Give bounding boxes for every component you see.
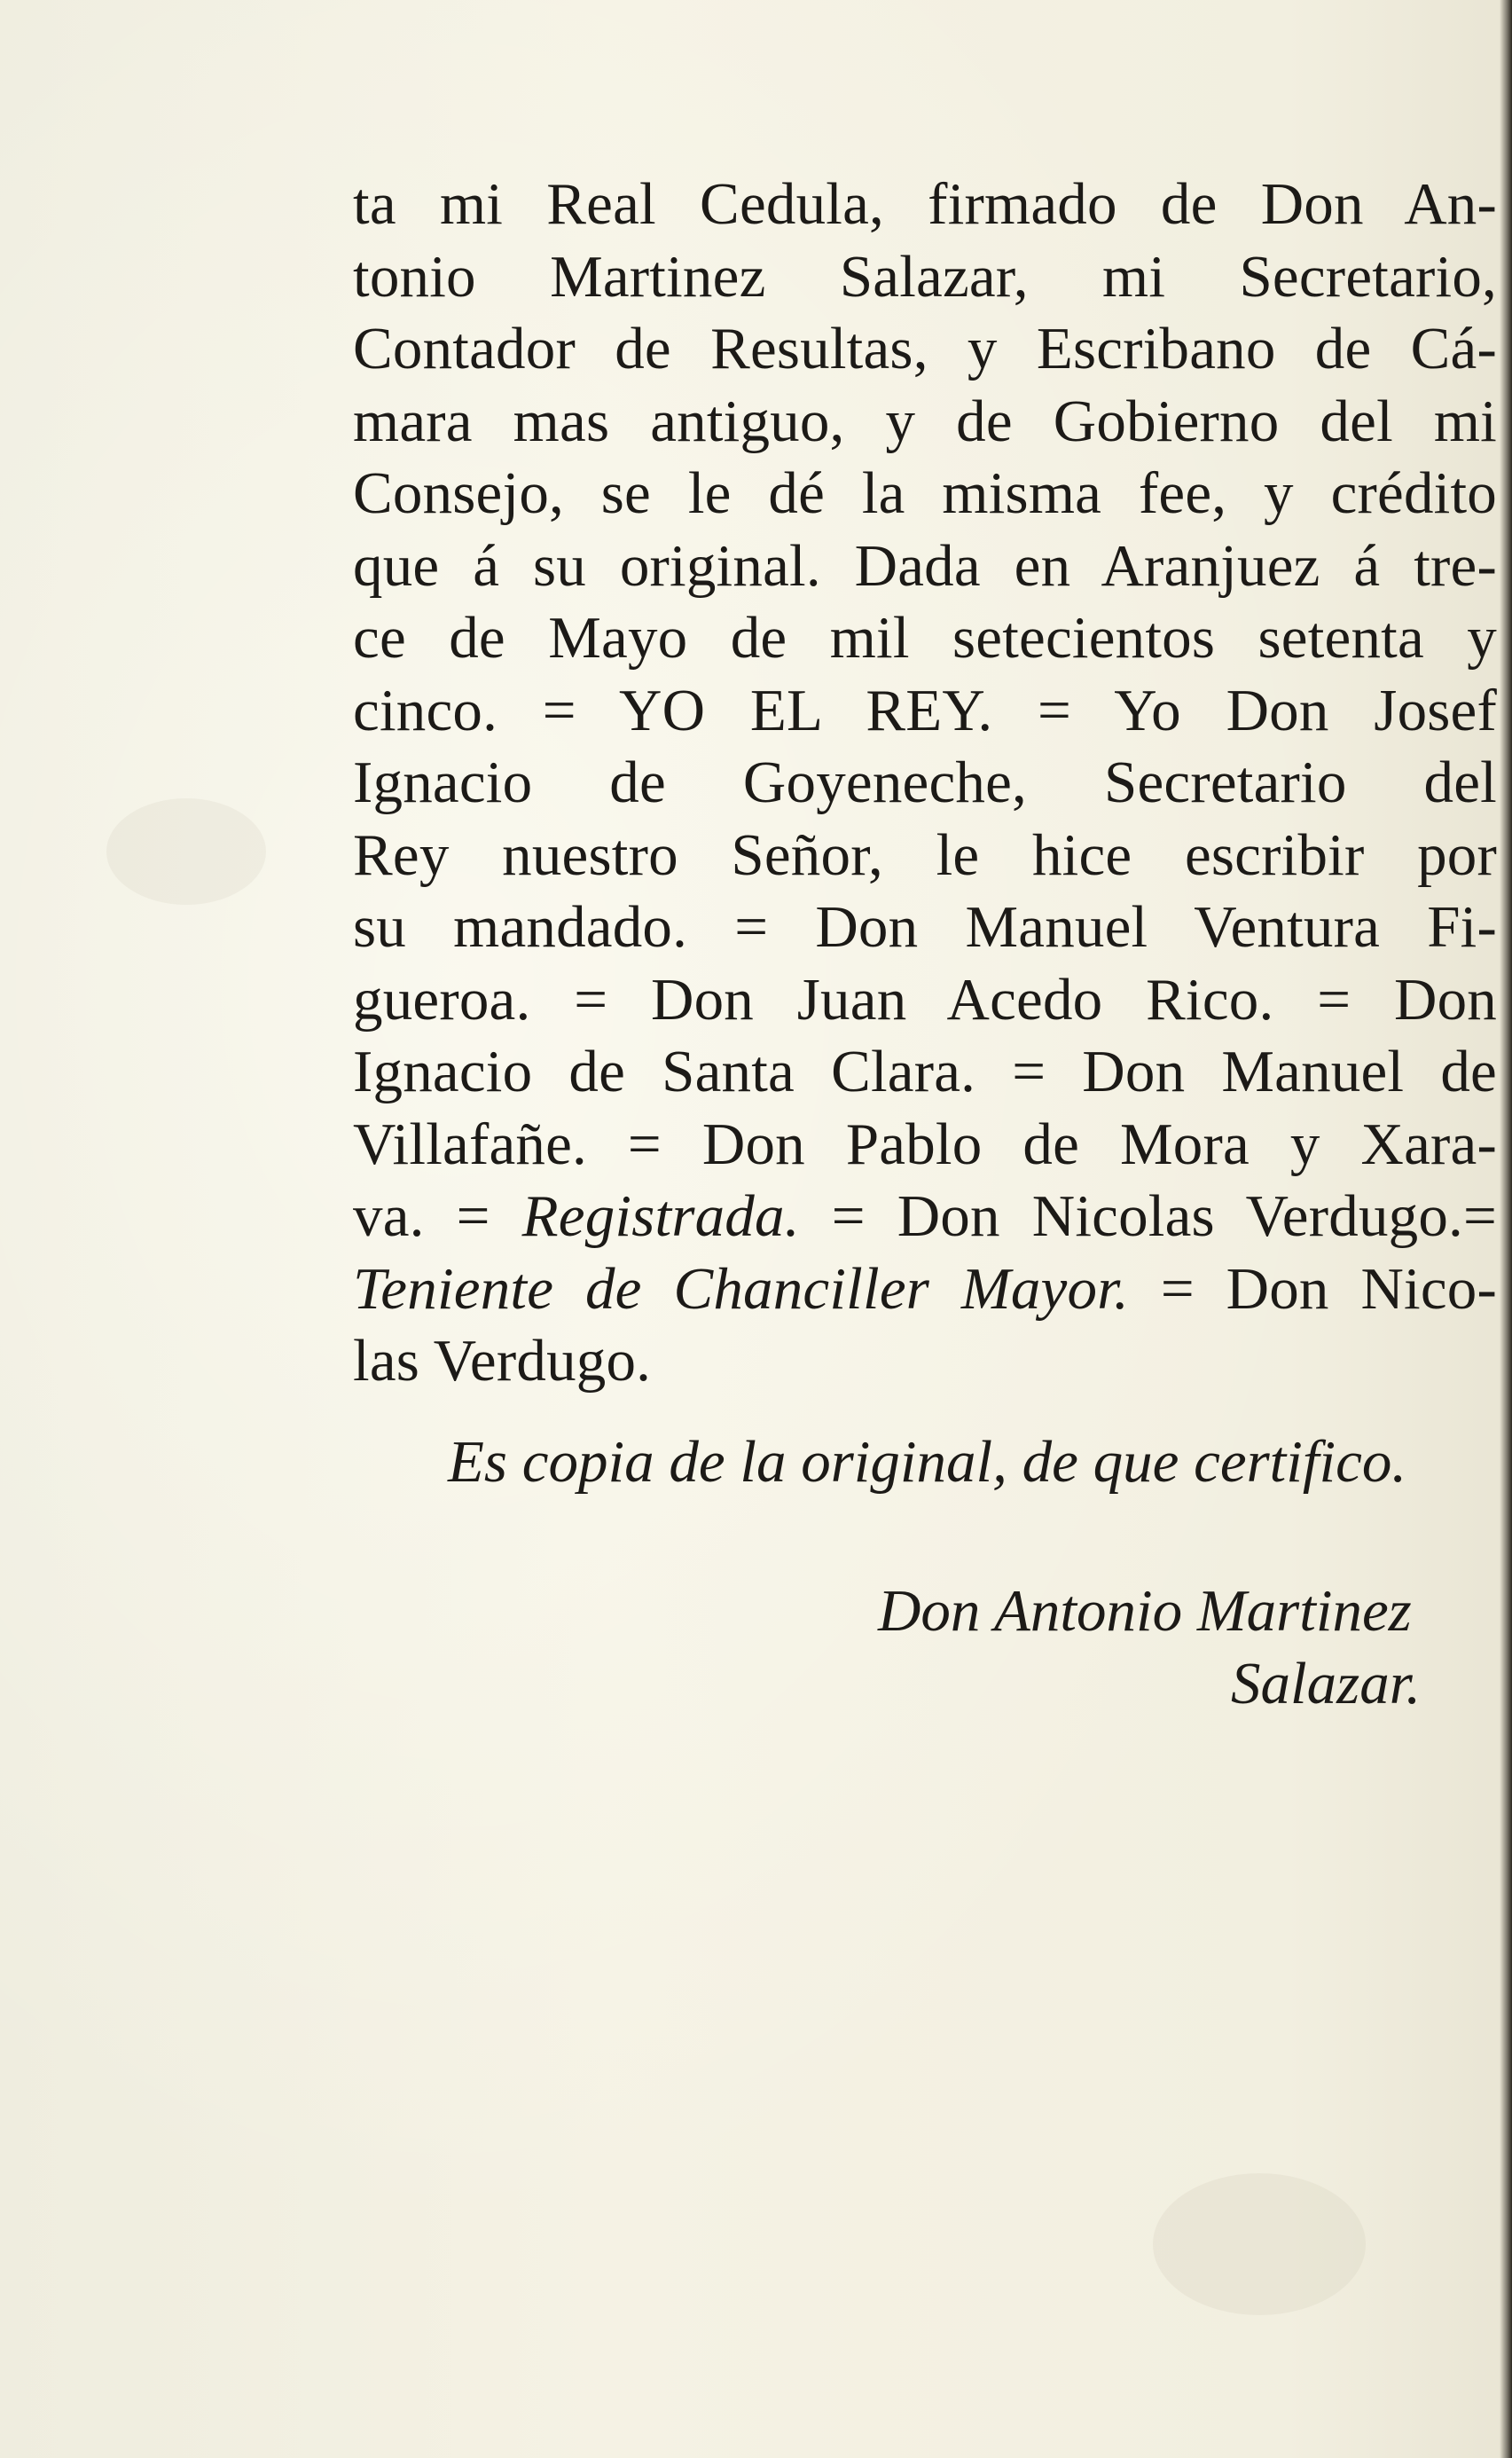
page-edge-shadow [1500,0,1512,2458]
signature-block [878,1575,1421,1720]
text-line: que á su original. Dada en Aranjuez á tre- [353,532,1497,599]
text-line: tonio Martinez Salazar, mi Secretario, [353,243,1497,310]
text-segment: = Don Nicolas Verdugo.= [799,1183,1497,1249]
text-line: Ignacio de Santa Clara. = Don Manuel de [353,1039,1497,1104]
body-text [353,169,1497,1398]
text-line: Rey nuestro Señor, le hice escribir por [353,821,1497,888]
text-segment: = Don Nico- [1129,1255,1497,1322]
teniente-italic: Teniente de Chanciller Mayor. [353,1255,1129,1322]
text-line: su mandado. = Don Manuel Ventura Fi- [353,894,1497,960]
text-segment: va. = [353,1183,522,1249]
signature-surname: Salazar. [1231,1651,1422,1716]
certification-line: Es copia de la original, de que certifico. [448,1429,1407,1495]
text-line-registered [353,1181,1497,1253]
text-line: cinco. = YO EL REY. = Yo Don Josef [353,677,1497,743]
registrada-italic: Registrada. [521,1183,800,1249]
text-line: Ignacio de Goyeneche, Secretario del [353,750,1497,815]
text-line: ta mi Real Cedula, firmado de Don An- [353,171,1497,237]
text-line: mara mas antiguo, y de Gobierno del mi [353,388,1497,454]
text-line: Contador de Resultas, y Escribano de Cá- [353,316,1497,381]
text-line: Villafañe. = Don Pablo de Mora y Xara- [353,1111,1497,1177]
text-line: Consejo, se le dé la misma fee, y crédito [353,460,1497,526]
paper-stain [1153,2173,1366,2315]
signature-name: Don Antonio Martinez [878,1578,1412,1644]
text-line: ce de Mayo de mil setecientos setenta y [353,605,1497,671]
text-line: las Verdugo. [353,1328,652,1394]
paper-stain [106,798,266,905]
text-line-chanciller [353,1253,1497,1326]
text-line: gueroa. = Don Juan Acedo Rico. = Don [353,966,1497,1033]
